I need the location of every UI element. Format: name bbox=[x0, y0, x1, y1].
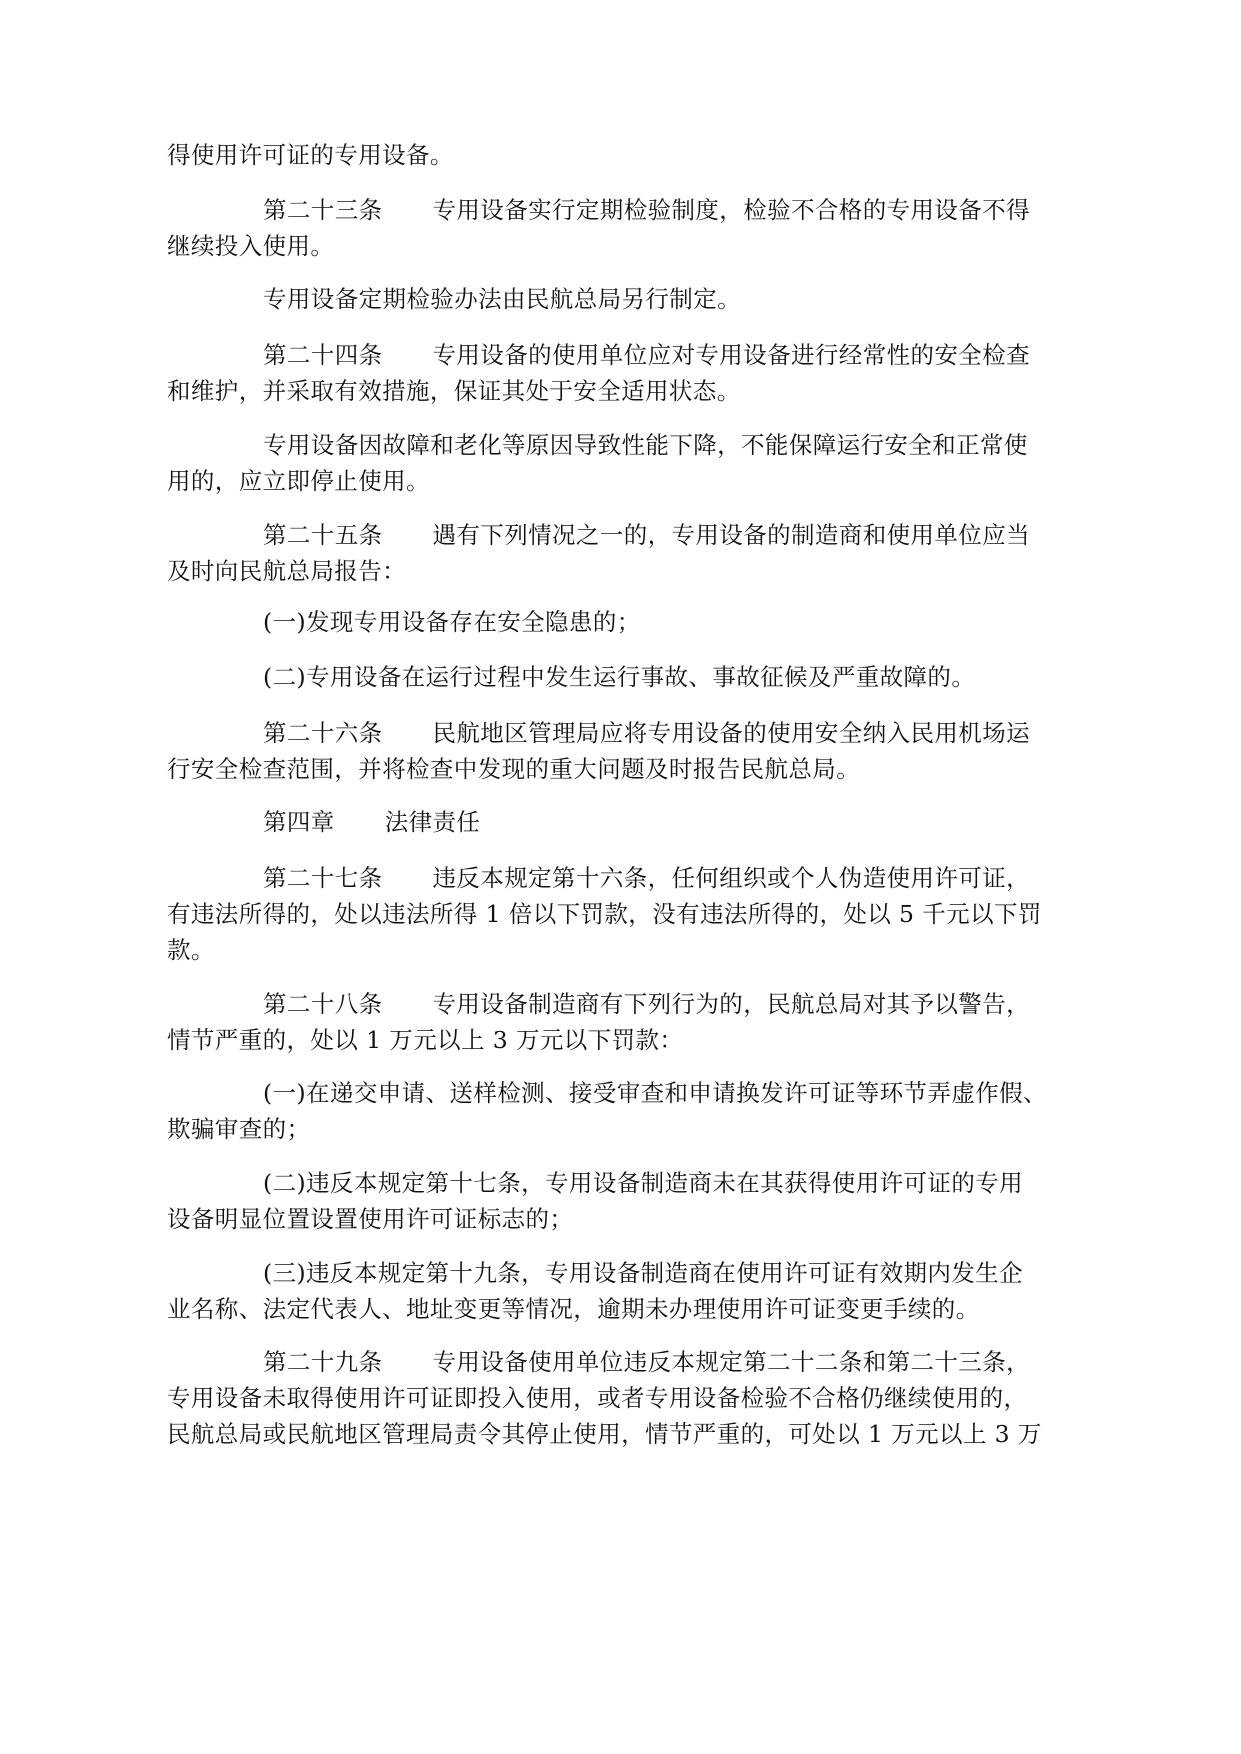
paragraph-continuation bbox=[167, 137, 1077, 173]
chapter-heading bbox=[167, 804, 1077, 840]
article-heading: 第二十七条 bbox=[263, 864, 383, 892]
article-text: 专用设备使用单位违反本规定第二十二条和第二十三条， bbox=[432, 1348, 1030, 1376]
text-line: (一)发现专用设备存在安全隐患的； bbox=[263, 608, 641, 636]
text-line: (一)在递交申请、送样检测、接受审查和申请换发许可证等环节弄虚作假、 bbox=[263, 1079, 1047, 1107]
list-item-1 bbox=[167, 604, 1077, 640]
article-text: 专用设备实行定期检验制度，检验不合格的专用设备不得 bbox=[432, 196, 1030, 224]
article-text: 违反本规定第十六条，任何组织或个人伪造使用许可证， bbox=[432, 864, 1030, 892]
article-25 bbox=[167, 517, 1077, 589]
text-line: (二)违反本规定第十七条，专用设备制造商未在其获得使用许可证的专用 bbox=[263, 1169, 1024, 1197]
list-item-2 bbox=[167, 659, 1077, 695]
chapter-number: 第四章 bbox=[263, 808, 335, 836]
paragraph-fault-stop bbox=[167, 427, 1077, 499]
article-heading: 第二十三条 bbox=[263, 196, 383, 224]
chapter-title: 法律责任 bbox=[384, 808, 481, 836]
text-line: 专用设备定期检验办法由民航总局另行制定。 bbox=[263, 285, 741, 313]
article-28 bbox=[167, 986, 1077, 1058]
text-line bbox=[167, 986, 1077, 1022]
list-item-3 bbox=[167, 1255, 1077, 1327]
article-heading: 第二十四条 bbox=[263, 341, 383, 369]
article-27 bbox=[167, 860, 1077, 968]
article-heading: 第二十九条 bbox=[263, 1348, 383, 1376]
article-23 bbox=[167, 192, 1077, 264]
text-line bbox=[167, 1344, 1077, 1380]
article-26 bbox=[167, 715, 1077, 787]
article-text: 专用设备制造商有下列行为的，民航总局对其予以警告， bbox=[432, 990, 1030, 1018]
paragraph-inspection-rules bbox=[167, 281, 1077, 317]
text-line: 情节严重的，处以 1 万元以上 3 万元以下罚款： bbox=[167, 1026, 684, 1054]
text-line: 民航总局或民航地区管理局责令其停止使用，情节严重的，可处以 1 万元以上 3 万 bbox=[167, 1420, 1042, 1448]
list-item-2 bbox=[167, 1165, 1077, 1237]
text-line: 专用设备因故障和老化等原因导致性能下降，不能保障运行安全和正常使 bbox=[263, 431, 1028, 459]
text-line: (三)违反本规定第十九条，专用设备制造商在使用许可证有效期内发生企 bbox=[263, 1259, 1024, 1287]
text-line: 设备明显位置设置使用许可证标志的； bbox=[167, 1205, 574, 1233]
text-line bbox=[167, 337, 1077, 373]
article-heading: 第二十六条 bbox=[263, 719, 383, 747]
text-line bbox=[167, 715, 1077, 751]
text-line: 有违法所得的，处以违法所得 1 倍以下罚款，没有违法所得的，处以 5 千元以下罚 bbox=[167, 900, 1042, 928]
text-line: (二)专用设备在运行过程中发生运行事故、事故征候及严重故障的。 bbox=[263, 663, 976, 691]
text-line bbox=[167, 804, 1077, 840]
text-line: 得使用许可证的专用设备。 bbox=[167, 141, 454, 169]
text-line: 用的，应立即停止使用。 bbox=[167, 467, 430, 495]
article-heading: 第二十五条 bbox=[263, 521, 383, 549]
text-line bbox=[167, 860, 1077, 896]
article-heading: 第二十八条 bbox=[263, 990, 383, 1018]
text-line bbox=[167, 192, 1077, 228]
text-line: 专用设备未取得使用许可证即投入使用，或者专用设备检验不合格仍继续使用的， bbox=[167, 1384, 1028, 1412]
text-line bbox=[167, 517, 1077, 553]
article-text: 民航地区管理局应将专用设备的使用安全纳入民用机场运 bbox=[432, 719, 1030, 747]
article-text: 遇有下列情况之一的，专用设备的制造商和使用单位应当 bbox=[432, 521, 1030, 549]
article-29 bbox=[167, 1344, 1077, 1452]
text-line: 行安全检查范围，并将检查中发现的重大问题及时报告民航总局。 bbox=[167, 755, 861, 783]
text-line: 继续投入使用。 bbox=[167, 232, 335, 260]
article-24 bbox=[167, 337, 1077, 409]
article-text: 专用设备的使用单位应对专用设备进行经常性的安全检查 bbox=[432, 341, 1030, 369]
text-line: 欺骗审查的； bbox=[167, 1115, 311, 1143]
text-line: 和维护，并采取有效措施，保证其处于安全适用状态。 bbox=[167, 377, 741, 405]
text-line: 及时向民航总局报告： bbox=[167, 557, 406, 585]
list-item-1 bbox=[167, 1075, 1077, 1147]
text-line: 业名称、法定代表人、地址变更等情况，逾期未办理使用许可证变更手续的。 bbox=[167, 1295, 980, 1323]
text-line: 款。 bbox=[167, 936, 215, 964]
